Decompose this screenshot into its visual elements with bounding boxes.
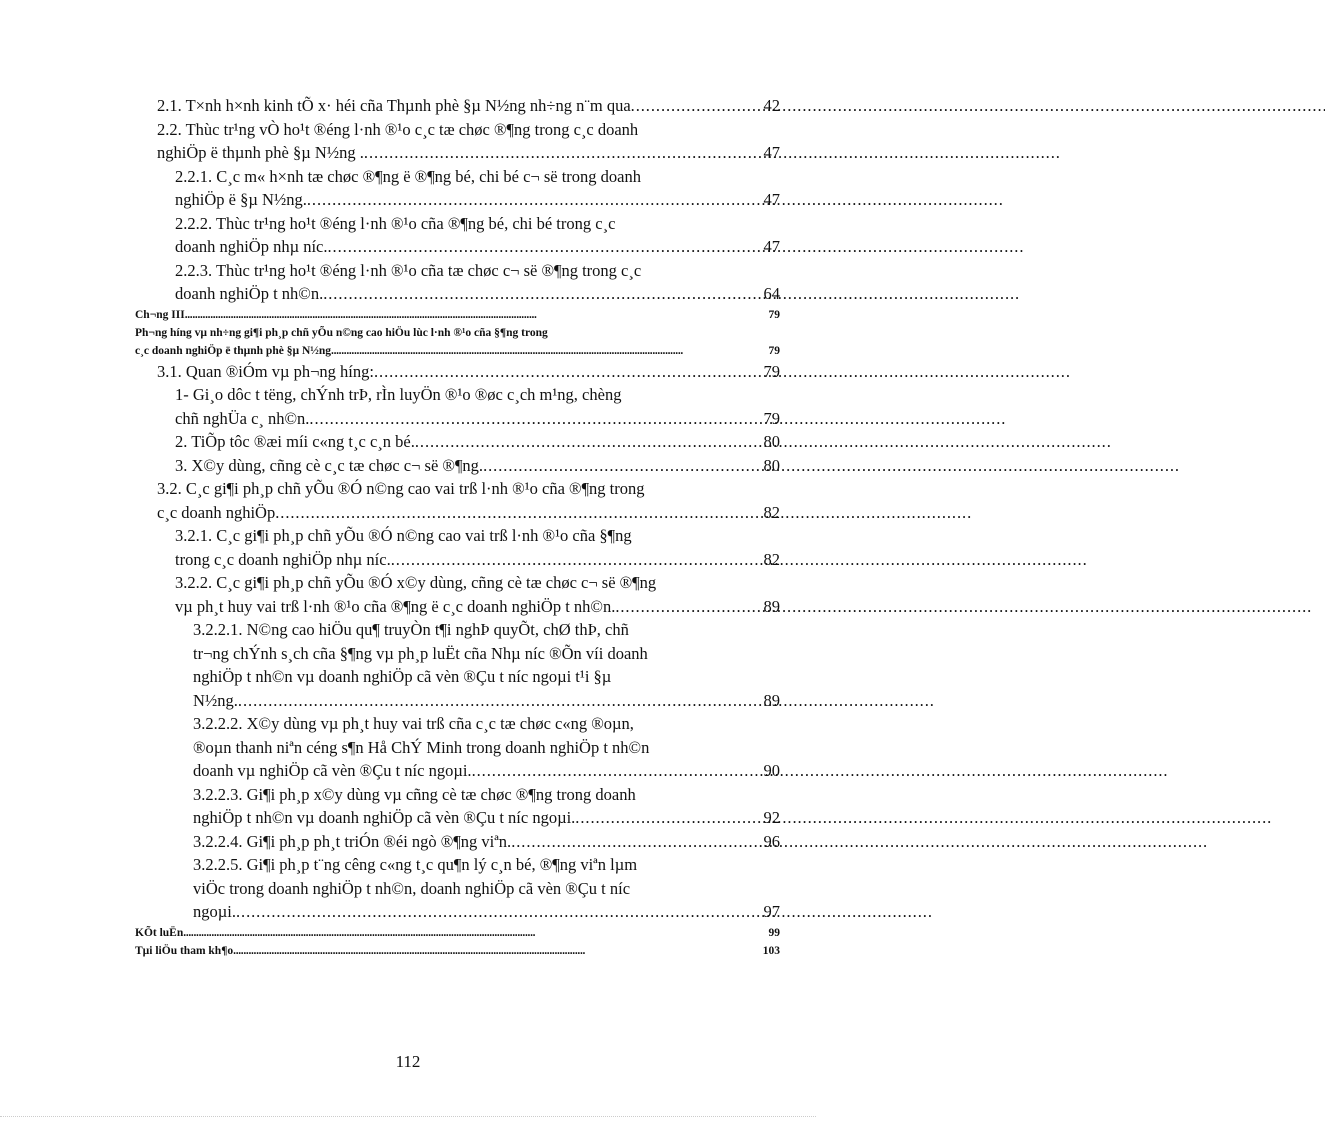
toc-page-number: 79 [763, 408, 780, 428]
dot-leader [483, 454, 762, 478]
toc-entry[interactable] [135, 212, 780, 259]
toc-page-number: 103 [762, 944, 780, 957]
toc-page-number: 96 [763, 831, 780, 851]
dot-leader [323, 282, 762, 306]
toc-entry-line [175, 235, 780, 259]
toc-entry[interactable] [135, 360, 780, 384]
toc-entry[interactable] [135, 942, 780, 960]
toc-page-number: 80 [763, 432, 780, 451]
toc-entry-line [157, 141, 780, 165]
toc-entry-line [175, 595, 780, 619]
toc-entry-text: 3.2.2.4. Gi¶i ph¸p ph¸t triÓn ®éi ngò ®¶ng viªn. [193, 831, 512, 851]
toc-entry[interactable] [135, 524, 780, 571]
toc-entry-text: 2.2.1. C¸c m« h×nh tæ chøc ®¶ng ë ®¶ng bé, chi bé c¬ së trong doanh [175, 166, 642, 186]
toc-page-number: 89 [763, 596, 780, 616]
toc-entry[interactable] [135, 712, 780, 783]
dot-leader [415, 430, 763, 454]
toc-entry-line [157, 501, 780, 525]
dot-leader [472, 759, 763, 783]
toc-entry-text: 3.2.1. C¸c gi¶i ph¸p chñ yÕu ®Ó n©ng cao vai trß l·nh ®¹o cña §¶ng [175, 526, 632, 545]
toc-entry-line [135, 942, 780, 960]
dot-leader [183, 924, 767, 942]
toc-entry-text: nghiÖp t nh©n vµ doanh nghiÖp cã vèn ®Çu t níc ngoµi. [193, 808, 576, 827]
toc-page-number: 80 [763, 455, 780, 475]
toc-page-number: 79 [763, 361, 780, 381]
toc-entry[interactable] [135, 306, 780, 324]
toc-entry-text: chñ nghÜa c¸ nh©n. [175, 408, 310, 428]
table-of-contents [135, 94, 780, 960]
toc-page-number: 89 [763, 690, 780, 710]
toc-entry-text: c¸c doanh nghiÖp [157, 502, 276, 522]
toc-entry[interactable] [135, 118, 780, 165]
toc-entry-line [193, 759, 780, 783]
toc-entry-text: Ch¬ng III [135, 308, 185, 321]
toc-entry-line [175, 548, 780, 572]
dot-leader [309, 407, 762, 431]
toc-entry-line [175, 282, 780, 306]
toc-entry[interactable] [135, 454, 780, 478]
dot-leader [364, 141, 763, 165]
toc-entry-text: 3.2.2.3. Gi¶i ph¸p x©y dùng vµ cñng cè tæ chøc ®¶ng trong doanh [193, 784, 636, 804]
toc-entry-line [193, 806, 780, 830]
toc-page-number: 47 [763, 190, 780, 209]
dot-leader [391, 548, 763, 572]
footer-divider [0, 1116, 816, 1117]
toc-entry-text: 2.2.3. Thùc tr¹ng ho¹t ®éng l·nh ®¹o cña tæ chøc c¬ së ®¶ng trong c¸c [175, 260, 642, 280]
toc-entry-text: KÕt luËn [135, 926, 184, 939]
toc-entry-text: doanh vµ nghiÖp cã vèn ®Çu t níc ngoµi. [193, 761, 472, 780]
toc-page-number: 79 [768, 344, 780, 357]
toc-entry-text: 1- Gi¸o dôc t tëng, chÝnh trÞ, rÌn luyÖn ®¹o ®øc c¸ch m¹ng, chèng [175, 385, 622, 404]
toc-entry-text: 3. X©y dùng, cñng cè c¸c tæ chøc c¬ së ®¶ng. [175, 455, 484, 475]
toc-entry-text: vµ ph¸t huy vai trß l·nh ®¹o cña ®¶ng ë c¸c doanh nghiÖp t nh©n. [175, 596, 616, 616]
toc-entry-text: 3.2.2. C¸c gi¶i ph¸p chñ yÕu ®Ó x©y dùng, cñng cè tæ chøc c¬ së ®¶ng [175, 573, 657, 592]
toc-entry[interactable] [135, 924, 780, 942]
toc-entry-line [135, 342, 780, 360]
toc-page-number: 42 [763, 96, 780, 115]
toc-entry-text: doanh nghiÖp t nh©n. [175, 284, 324, 303]
toc-entry[interactable] [135, 783, 780, 830]
dot-leader [233, 942, 762, 960]
toc-entry[interactable] [135, 94, 780, 118]
toc-entry-text: N½ng. [193, 690, 238, 710]
toc-entry[interactable] [135, 477, 780, 524]
toc-entry[interactable] [135, 853, 780, 924]
toc-page-number: 82 [763, 549, 780, 569]
toc-page-number: 47 [763, 143, 780, 162]
toc-entry-line [135, 924, 780, 942]
dot-leader [615, 595, 762, 619]
dot-leader [236, 900, 763, 924]
toc-page-number: 92 [763, 808, 780, 827]
toc-entry-text: viÖc trong doanh nghiÖp t nh©n, doanh nghiÖp cã vèn ®Çu t níc [193, 878, 631, 898]
dot-leader [307, 188, 763, 212]
toc-entry[interactable] [135, 830, 780, 854]
toc-entry-line [193, 689, 780, 713]
toc-entry-line [175, 407, 780, 431]
toc-entry[interactable] [135, 165, 780, 212]
toc-entry-line [157, 360, 780, 384]
toc-entry-line [157, 94, 780, 118]
toc-entry-text: 3.2.2.1. N©ng cao hiÖu qu¶ truyÒn t¶i nghÞ quyÕt, chØ thÞ, chñ [193, 620, 629, 639]
toc-entry-text: tr¬ng chÝnh s¸ch cña §¶ng vµ ph¸p luËt cña Nhµ níc ®Õn víi doanh [193, 643, 648, 663]
toc-entry-line [135, 306, 780, 324]
dot-leader [328, 235, 763, 259]
dot-leader [575, 806, 762, 830]
toc-entry-line [175, 430, 780, 454]
toc-entry-text: c¸c doanh nghiÖp ë thµnh phè §µ N½ng [135, 344, 332, 357]
toc-entry-text: 3.1. Quan ®iÓm vµ ph¬ng híng: [157, 361, 374, 381]
toc-entry[interactable] [135, 430, 780, 454]
page-number: 112 [395, 1052, 421, 1071]
toc-page-number: 90 [763, 761, 780, 780]
toc-entry-text: ®oµn thanh niªn céng s¶n Hå ChÝ Minh trong doanh nghiÖp t nh©n [193, 737, 650, 757]
toc-entry-text: nghiÖp t nh©n vµ doanh nghiÖp cã vèn ®Çu t níc ngoµi t¹i §µ [193, 667, 612, 686]
dot-leader [238, 689, 763, 713]
toc-page-number: 97 [763, 902, 780, 921]
toc-page-number: 79 [768, 308, 780, 321]
toc-entry[interactable] [135, 383, 780, 430]
dot-leader [511, 830, 762, 854]
dot-leader [631, 94, 763, 118]
dot-leader [185, 306, 768, 324]
toc-entry-text: 3.2. C¸c gi¶i ph¸p chñ yÕu ®Ó n©ng cao vai trß l·nh ®¹o cña ®¶ng trong [157, 479, 645, 498]
toc-entry-text: Tµi liÖu tham kh¶o [135, 944, 234, 957]
dot-leader [275, 501, 762, 525]
toc-entry[interactable] [135, 618, 780, 712]
toc-entry-line [175, 188, 780, 212]
toc-entry-line [175, 454, 780, 478]
toc-entry-text: 3.2.2.5. Gi¶i ph¸p t¨ng cêng c«ng t¸c qu¶n lý c¸n bé, ®¶ng viªn lµm [193, 855, 638, 874]
toc-entry-text: 2.1. T×nh h×nh kinh tÕ x· héi cña Thµnh phè §µ N½ng nh÷ng n¨m qua [157, 96, 631, 115]
dot-leader [331, 342, 767, 360]
toc-page-number: 64 [763, 284, 780, 303]
toc-entry-text: nghiÖp ë thµnh phè §µ N½ng . [157, 143, 364, 162]
toc-page-number: 99 [768, 926, 780, 939]
toc-entry-text: 2.2.2. Thùc tr¹ng ho¹t ®éng l·nh ®¹o cña ®¶ng bé, chi bé trong c¸c [175, 213, 616, 233]
toc-page-number: 82 [763, 502, 780, 522]
toc-entry-text: nghiÖp ë §µ N½ng. [175, 190, 307, 209]
toc-entry[interactable] [135, 259, 780, 306]
toc-entry[interactable] [135, 571, 780, 618]
toc-entry-text: Ph¬ng híng vµ nh÷ng gi¶i ph¸p chñ yÕu n©ng cao hiÖu lùc l·nh ®¹o cña §¶ng trong [135, 326, 548, 339]
toc-entry-text: ngoµi. [193, 902, 236, 921]
toc-entry-text: trong c¸c doanh nghiÖp nhµ níc. [175, 549, 391, 569]
toc-entry-line [193, 900, 780, 924]
toc-page-number: 47 [763, 237, 780, 256]
dot-leader [374, 360, 763, 384]
toc-entry-line [193, 830, 780, 854]
toc-entry-text: 2.2. Thùc tr¹ng vÒ ho¹t ®éng l·nh ®¹o c¸c tæ chøc ®¶ng trong c¸c doanh [157, 119, 639, 139]
toc-entry-text: doanh nghiÖp nhµ níc. [175, 237, 328, 256]
toc-entry-text: 3.2.2.2. X©y dùng vµ ph¸t huy vai trß cña c¸c tæ chøc c«ng ®oµn, [193, 714, 634, 733]
toc-entry-text: 2. TiÕp tôc ®æi míi c«ng t¸c c¸n bé. [175, 432, 415, 451]
toc-entry[interactable] [135, 324, 780, 360]
